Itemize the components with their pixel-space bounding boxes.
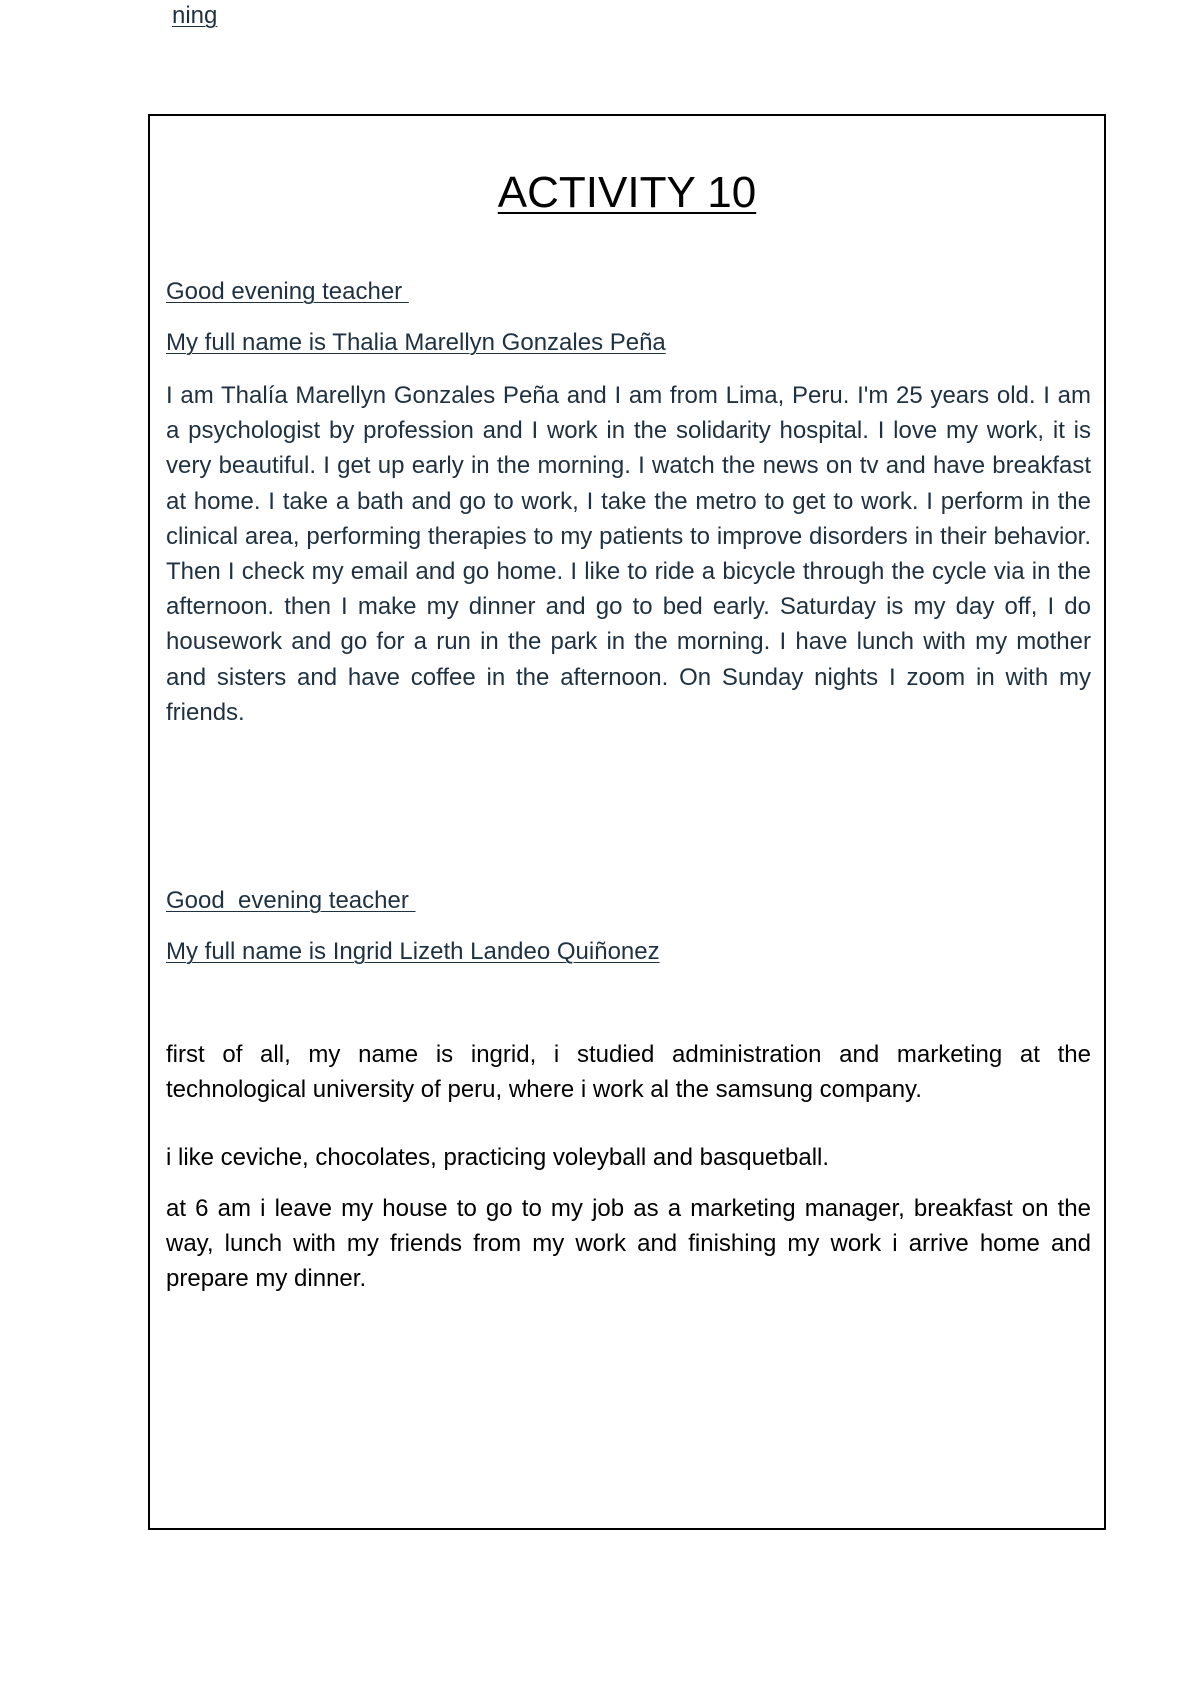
section2-paragraph-3: at 6 am i leave my house to go to my job as a marketing manager, breakfast on the way, lunch with my friends from my work and finishing my work i arrive home and prepare my dinner. xyxy=(166,1195,1091,1293)
section1-body: I am Thalía Marellyn Gonzales Peña and I am from Lima, Peru. I'm 25 years old. I am a psychologist by profession and I work in the solidarity hospital. I love my work, it is very beautiful. I get up early in the morning. I watch the news on tv and have breakfast at home. I take a bath and go to work, I take the metro to get to work. I perform in the clinical area, performing therapies to my patients to improve disorders in their behavior. Then I check my email and go home. I like to ride a bicycle through the cycle via in the afternoon. then I make my dinner and go to bed early. Saturday is my day off, I do housework and go for a run in the park in the morning. I have lunch with my mother and sisters and have coffee in the afternoon. On Sunday nights I zoom in with my friends. xyxy=(166,382,1091,726)
section2-greeting: Good evening teacher xyxy=(166,887,416,914)
activity-title: ACTIVITY 10 xyxy=(497,168,757,217)
section2-paragraph-1: first of all, my name is ingrid, i studied administration and marketing at the technological university of peru, where i work al the samsung company. xyxy=(166,1041,1091,1104)
section2-paragraph-2: i like ceviche, chocolates, practicing voleyball and basquetball. xyxy=(166,1144,830,1171)
section1-name-line: My full name is Thalia Marellyn Gonzales Peña xyxy=(166,329,666,356)
section1-greeting: Good evening teacher xyxy=(166,278,409,305)
activity-frame xyxy=(148,114,1106,1530)
top-fragment-text: ning xyxy=(172,2,218,29)
section2-name-line: My full name is Ingrid Lizeth Landeo Quiñonez xyxy=(166,938,660,965)
